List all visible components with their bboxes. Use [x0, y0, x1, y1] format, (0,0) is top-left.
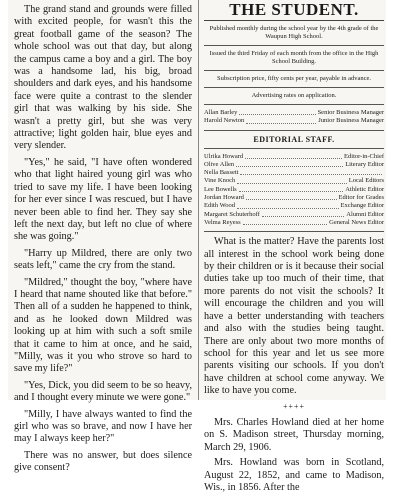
staff-name: Nella Bassett: [204, 169, 239, 177]
staff-list: [204, 153, 384, 228]
leader-dots: [240, 169, 382, 175]
staff-row: [204, 186, 384, 194]
staff-name: Jordan Howard: [204, 194, 244, 202]
manager-row: [204, 117, 384, 125]
column-divider: [198, 0, 199, 400]
managers-list: [204, 109, 384, 126]
story-paragraph: "Milly, I have always wanted to find the girl who was so brave, and now I have her may I always keep her?": [14, 408, 192, 445]
subscription-line: Subscription price, fifty cents per year, payable in advance.: [216, 75, 372, 82]
issued-line: Issued the third Friday of each month from the office in the High School Building.: [209, 50, 379, 65]
staff-role: Literary Editor: [345, 160, 384, 168]
leader-dots: [239, 186, 344, 192]
story-paragraph: There was no answer, but does silence give consent?: [14, 449, 192, 474]
story-paragraph: "Harry up Mildred, there are only two seats left," came the cry from the stand.: [14, 247, 192, 272]
leader-dots: [246, 194, 337, 200]
staff-role: Exchange Editor: [340, 202, 384, 210]
obituary-paragraph: Mrs. Howland was born in Scotland, August 22, 1852, and came to Madison, Wis., in 1856. After the: [204, 457, 384, 493]
masthead-title: THE STUDENT.: [204, 0, 384, 21]
story-paragraph: "Yes," he said, "I have often wondered who that light haired young girl was who tried to save my life. I have been looking for her ever since I was rescued, but I have never been able to find her. They say she left the next day, but left no clue of where she was going.": [14, 156, 192, 243]
editorial-staff-heading: EDITORIAL STAFF.: [253, 134, 335, 144]
story-paragraph: "Yes, Dick, you did seem to be so heavy, and I thought every minute we were gone.": [14, 379, 192, 404]
leader-dots: [237, 202, 339, 208]
obituary-paragraph: Mrs. Charles Howland died at her home on S. Madison street, Thursday morning, March 29, 1906.: [204, 416, 384, 453]
leader-dots: [262, 211, 344, 217]
masthead-column: [204, 0, 384, 497]
staff-name: Velma Reyess: [204, 218, 241, 226]
rule-line: [204, 70, 384, 71]
section-separator: ++++: [282, 401, 306, 411]
editorial-text: [204, 236, 384, 494]
manager-row: [204, 109, 384, 117]
story-column: [14, 4, 192, 479]
story-paragraph: "Mildred," thought the boy, "where have I heard that name shouted like that before." Then all of a sudden he happened to think, and as he looked down Mildred was looking up at him with such a soft smile that it came to him at once, and he said, "Milly, was it you who strove so hard to save my life?": [14, 276, 192, 375]
staff-name: Vine Knoch: [204, 177, 236, 185]
manager-name: Allan Barley: [204, 109, 238, 116]
staff-name: Olive Allen: [204, 160, 235, 168]
staff-name: Ulrika Howard: [204, 152, 244, 160]
staff-row: [204, 169, 384, 177]
rule-line: [204, 45, 384, 46]
staff-role: Alumni Editor: [346, 210, 384, 218]
staff-row: [204, 161, 384, 169]
staff-name: Edith Wood: [204, 202, 235, 210]
staff-row: [204, 153, 384, 161]
staff-row: [204, 177, 384, 185]
leader-dots: [239, 109, 315, 115]
staff-role: Editor-in-Chief: [344, 152, 384, 160]
rule-line: [204, 148, 384, 149]
leader-dots: [246, 117, 316, 123]
rule-line: [204, 231, 384, 232]
leader-dots: [236, 161, 343, 167]
leader-dots: [243, 219, 327, 225]
staff-row: [204, 219, 384, 227]
story-paragraph: The grand stand and grounds were filled with excited people, for wasn't this the great football game of the season? The whole school was out that day, but along the campus came a boy and a girl. The boy was a handsome lad, his big, broad shoulders and dark eyes, and his handsome face were quite a contrast to the slender girl that was walking by his side. She wasn't a pretty girl, but she was very attractive; light golden hair, blue eyes and very slender.: [14, 4, 192, 152]
staff-role: Editor for Grades: [338, 194, 384, 202]
newspaper-page: [8, 0, 386, 493]
staff-row: [204, 202, 384, 210]
rule-line: [204, 104, 384, 105]
published-line: Published monthly during the school year by the 4th grade of the Waupun High School.: [209, 25, 379, 40]
advertising-line: Advertising rates on application.: [251, 92, 337, 99]
leader-dots: [245, 153, 342, 159]
rule-line: [204, 87, 384, 88]
staff-role: Athletic Editor: [345, 185, 384, 193]
leader-dots: [237, 177, 347, 183]
rule-line: [204, 130, 384, 131]
staff-name: Lee Bowells: [204, 185, 237, 193]
staff-row: [204, 211, 384, 219]
staff-role: General News Editor: [329, 218, 384, 226]
manager-role: Senior Business Manager: [317, 109, 384, 116]
staff-role: Local Editors: [348, 177, 384, 185]
staff-row: [204, 194, 384, 202]
manager-name: Harold Newton: [204, 117, 245, 125]
manager-role: Junior Business Manager: [318, 117, 384, 125]
staff-name: Margaret Schuterhoff: [204, 210, 260, 218]
editorial-paragraph: What is the matter? Have the parents lost all interest in the school work being done by their children or is it because their social duties take up too much of their time, that more parents do not visit the schools? It will encourage the children and you will have a better understanding with teachers and also with the studies being taught. There are only about two more months of school for this year and let us see more parents visiting our schools. If you don't have children at school come anyway. We like to have you come.: [204, 236, 384, 397]
